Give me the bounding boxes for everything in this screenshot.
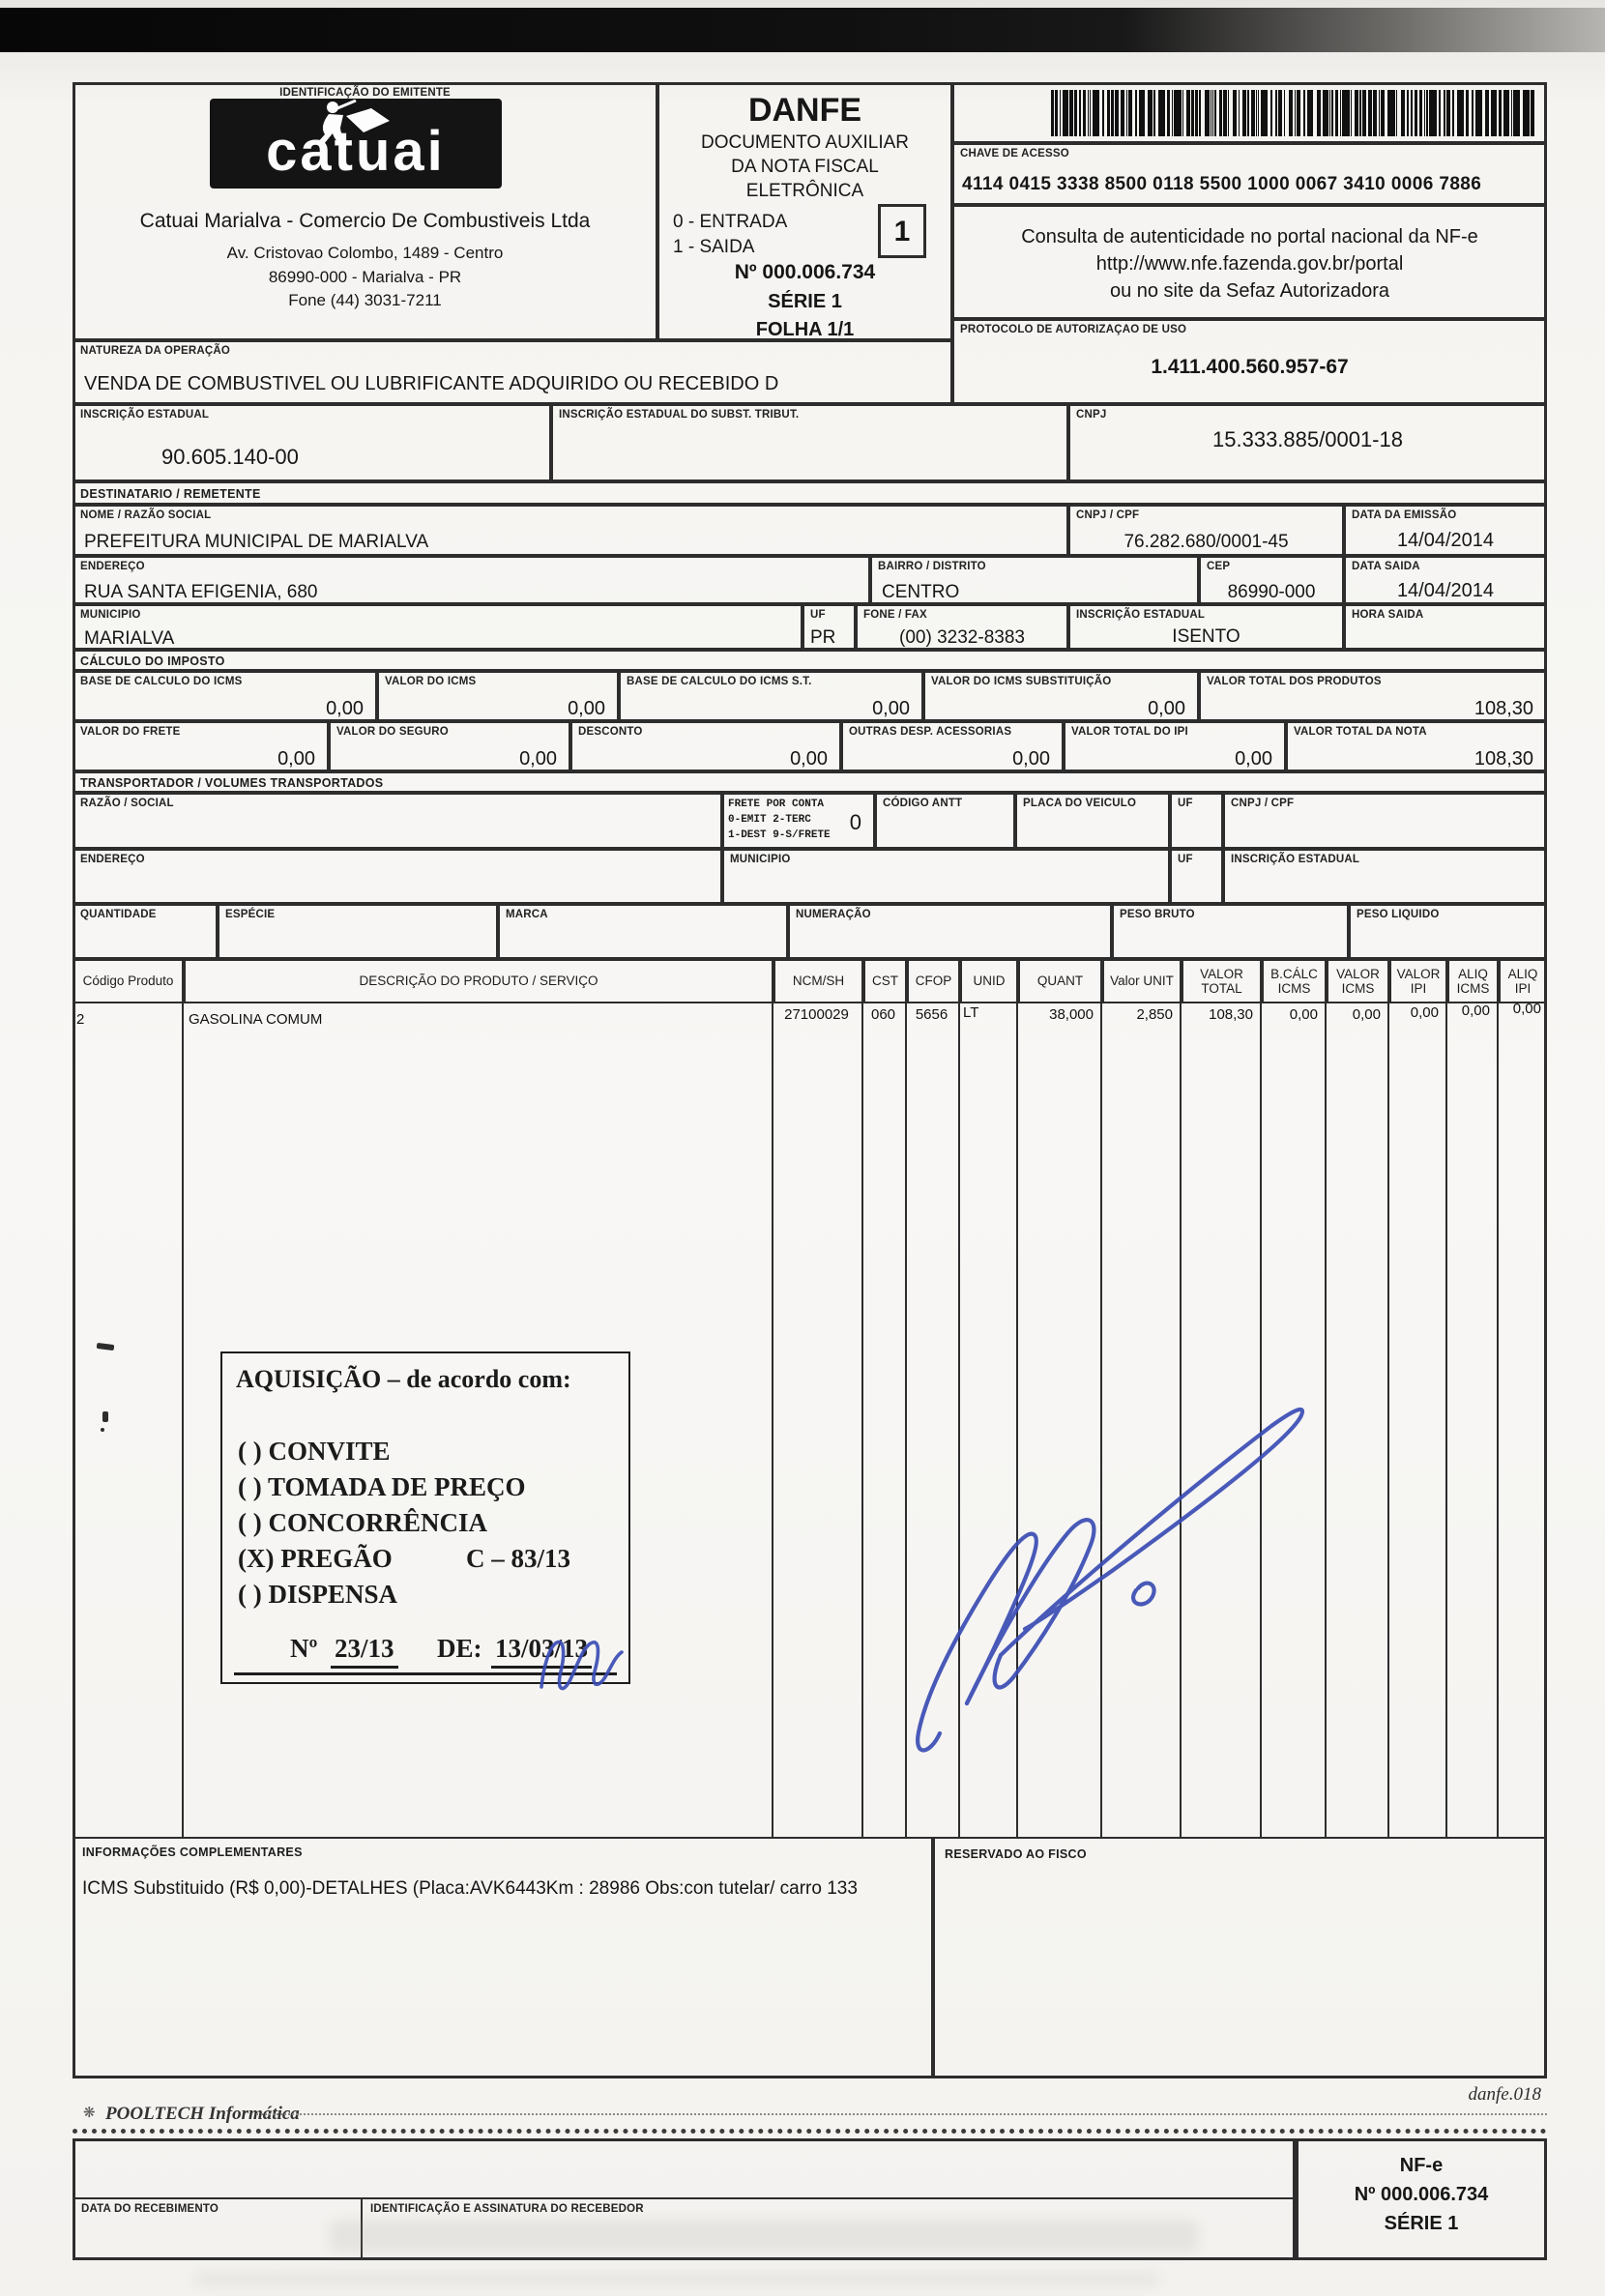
- item-codigo: 2: [76, 1011, 85, 1028]
- inscricao-estadual-box: [73, 404, 551, 481]
- emitente-box: [73, 82, 657, 340]
- info-complementares-label: INFORMAÇÕES COMPLEMENTARES: [82, 1846, 303, 1859]
- stamp-numero-value: 23/13: [331, 1634, 398, 1669]
- item-valor-icms: 0,00: [1352, 1006, 1381, 1023]
- barcode: [1051, 90, 1534, 136]
- stamp-numero-label: Nº: [290, 1634, 318, 1663]
- reservado-fisco-label: RESERVADO AO FISCO: [945, 1847, 1087, 1861]
- imposto-valor-icms: [377, 671, 619, 721]
- transp-municipio-label: MUNICIPIO: [730, 854, 791, 865]
- emitente-logo: [210, 99, 502, 189]
- col-header-vicms: VALOR ICMS: [1327, 959, 1389, 1003]
- transp-endereco-box: [73, 849, 722, 904]
- imposto-frete-label: VALOR DO FRETE: [80, 726, 181, 738]
- imposto-seguro: [329, 721, 570, 771]
- col-header-cfop: CFOP: [907, 959, 960, 1003]
- transp-frete-box: [722, 793, 875, 849]
- transp-quantidade-label: QUANTIDADE: [80, 909, 157, 920]
- transp-razao-label: RAZÃO / SOCIAL: [80, 798, 174, 809]
- danfe-folha: FOLHA 1/1: [755, 319, 855, 340]
- dest-ie-box: [1068, 604, 1344, 650]
- protocolo-value: 1.411.400.560.957-67: [1151, 356, 1349, 378]
- danfe-document: [73, 82, 1547, 2078]
- danfe-title: DANFE: [747, 92, 862, 129]
- dest-cep-label: CEP: [1207, 561, 1231, 572]
- danfe-serie: SÉRIE 1: [768, 291, 842, 312]
- transp-uf-box: [1170, 793, 1223, 849]
- chave-label: CHAVE DE ACESSO: [960, 148, 1069, 160]
- table-column-line: [1100, 1003, 1102, 1837]
- stamp-option-convite: ( ) CONVITE: [238, 1437, 391, 1466]
- dest-saida-value: 14/04/2014: [1396, 580, 1495, 601]
- item-aliq-ipi: 0,00: [1512, 1001, 1541, 1017]
- transp-uf-label: UF: [1178, 798, 1193, 809]
- transp-endereco-label: ENDEREÇO: [80, 854, 145, 865]
- dest-hora-box: [1344, 604, 1547, 650]
- transportador-section-title: TRANSPORTADOR / VOLUMES TRANSPORTADOS: [80, 776, 384, 790]
- consulta-line-1: Consulta de autenticidade no portal nacional da NF-e: [1021, 226, 1478, 247]
- transp-ie-label: INSCRIÇÃO ESTADUAL: [1231, 854, 1360, 865]
- transp-antt-label: CÓDIGO ANTT: [883, 798, 963, 809]
- dest-nome-value: PREFEITURA MUNICIPAL DE MARIALVA: [84, 532, 429, 552]
- chave-value: 4114 0415 3338 8500 0118 5500 1000 0067 3410 0006 7886: [962, 174, 1482, 194]
- transp-cnpj-box: [1223, 793, 1547, 849]
- dest-emissao-box: [1344, 505, 1547, 556]
- dest-fone-value: (00) 3232-8383: [899, 627, 1025, 648]
- transportador-strip: [73, 771, 1547, 793]
- table-column-line: [1260, 1003, 1262, 1837]
- scan-smudge: [329, 2220, 1199, 2252]
- dest-nome-box: [73, 505, 1068, 556]
- col-header-ncm: NCM/SH: [773, 959, 863, 1003]
- stamp-option-tomada: ( ) TOMADA DE PREÇO: [238, 1472, 526, 1501]
- transp-especie-box: [218, 904, 498, 959]
- inscricao-estadual-label: INSCRIÇÃO ESTADUAL: [80, 409, 210, 421]
- transp-razao-box: [73, 793, 722, 849]
- transp-peso-bruto-label: PESO BRUTO: [1120, 909, 1195, 920]
- dest-municipio-label: MUNICIPIO: [80, 609, 141, 621]
- danfe-entrada: 0 - ENTRADA: [673, 212, 788, 232]
- item-vunit: 2,850: [1136, 1006, 1173, 1023]
- imposto-outras-label: OUTRAS DESP. ACESSORIAS: [849, 726, 1012, 738]
- dest-ie-value: ISENTO: [1172, 626, 1240, 647]
- danfe-numero: Nº 000.006.734: [734, 261, 876, 283]
- table-column-line: [861, 1003, 863, 1837]
- dest-ie-label: INSCRIÇÃO ESTADUAL: [1076, 609, 1206, 621]
- natureza-label: NATUREZA DA OPERAÇÃO: [80, 345, 230, 357]
- dest-cnpj-label: CNPJ / CPF: [1076, 509, 1140, 521]
- imposto-desconto-label: DESCONTO: [578, 726, 643, 738]
- transp-numeracao-label: NUMERAÇÃO: [796, 909, 871, 920]
- table-column-line: [1325, 1003, 1327, 1837]
- dest-cep-box: [1199, 556, 1344, 604]
- imposto-total-ipi-label: VALOR TOTAL DO IPI: [1071, 726, 1188, 738]
- col-header-descricao: DESCRIÇÃO DO PRODUTO / SERVIÇO: [184, 959, 773, 1003]
- col-header-aliq-ipi: ALIQ IPI: [1499, 959, 1547, 1003]
- transp-frete-line3: 1-DEST 9-S/FRETE: [728, 829, 831, 841]
- transp-peso-bruto-box: [1112, 904, 1349, 959]
- transp-uf2-label: UF: [1178, 854, 1193, 865]
- dest-uf-value: PR: [810, 627, 836, 648]
- table-column-line: [1016, 1003, 1018, 1837]
- imposto-base-icms: [73, 671, 377, 721]
- col-header-codigo: Código Produto: [73, 959, 184, 1003]
- item-ncm: 27100029: [784, 1006, 849, 1023]
- cnpj-value: 15.333.885/0001-18: [1212, 427, 1403, 451]
- transp-placa-box: [1015, 793, 1170, 849]
- dest-bairro-label: BAIRRO / DISTRITO: [878, 561, 986, 572]
- dest-bairro-box: [870, 556, 1199, 604]
- table-column-line: [772, 1003, 773, 1837]
- dest-nome-label: NOME / RAZÃO SOCIAL: [80, 509, 212, 521]
- dest-saida-box: [1344, 556, 1547, 604]
- stub-nfe: NF-e: [1399, 2155, 1444, 2176]
- transp-marca-box: [498, 904, 788, 959]
- imposto-strip: [73, 650, 1547, 671]
- cut-line-upper: [256, 2113, 1547, 2115]
- stamp-de-label: DE:: [437, 1634, 482, 1663]
- transp-municipio-box: [722, 849, 1170, 904]
- stub-divider: [75, 2197, 1293, 2199]
- imposto-desconto-value: 0,00: [790, 748, 828, 770]
- col-header-vtotal: VALOR TOTAL: [1182, 959, 1262, 1003]
- scan-smudge: [193, 2274, 1160, 2285]
- dest-fone-label: FONE / FAX: [863, 609, 927, 621]
- destinatario-strip: [73, 481, 1547, 505]
- destinatario-section-title: DESTINATARIO / REMETENTE: [80, 487, 261, 501]
- transp-antt-box: [875, 793, 1015, 849]
- danfe-subtitle-1: DOCUMENTO AUXILIAR: [700, 132, 910, 153]
- col-header-vipi: VALOR IPI: [1389, 959, 1447, 1003]
- cnpj-label: CNPJ: [1076, 409, 1107, 421]
- emitente-name: Catuai Marialva - Comercio De Combustiveis Ltda: [139, 210, 591, 232]
- stamp-option-pregao: (X) PREGÃO: [238, 1544, 393, 1573]
- protocolo-label: PROTOCOLO DE AUTORIZAÇAO DE USO: [960, 324, 1187, 335]
- emitente-address-3: Fone (44) 3031-7211: [288, 291, 442, 309]
- scan-edge-bar: [0, 8, 1605, 52]
- transp-marca-label: MARCA: [506, 909, 548, 920]
- danfe-panel: [657, 82, 952, 340]
- danfe-tipo-box: [878, 204, 926, 258]
- stamp-signature-rule: [234, 1672, 617, 1675]
- stub-data-label: DATA DO RECEBIMENTO: [81, 2203, 219, 2215]
- inscricao-estadual-value: 90.605.140-00: [161, 445, 299, 469]
- dest-cep-value: 86990-000: [1227, 582, 1316, 602]
- emitente-address-1: Av. Cristovao Colombo, 1489 - Centro: [226, 244, 504, 262]
- imposto-desconto: [570, 721, 841, 771]
- dest-fone-box: [856, 604, 1068, 650]
- imposto-seguro-label: VALOR DO SEGURO: [336, 726, 449, 738]
- imposto-icms-subst-value: 0,00: [1148, 698, 1185, 719]
- stamp-option-dispensa: ( ) DISPENSA: [238, 1580, 398, 1609]
- item-bcalc-icms: 0,00: [1289, 1006, 1318, 1023]
- imposto-base-icms-st: [619, 671, 923, 721]
- transp-frete-line2: 0-EMIT 2-TERC: [728, 814, 811, 826]
- dest-municipio-value: MARIALVA: [84, 628, 175, 649]
- table-column-line: [1497, 1003, 1499, 1837]
- transp-cnpj-label: CNPJ / CPF: [1231, 798, 1295, 809]
- chave-box: [952, 143, 1547, 205]
- transp-quantidade-box: [73, 904, 218, 959]
- natureza-value: VENDA DE COMBUSTIVEL OU LUBRIFICANTE ADQUIRIDO OU RECEBIDO D: [84, 373, 779, 394]
- dest-uf-label: UF: [810, 609, 826, 621]
- danfe-subtitle-2: DA NOTA FISCAL: [731, 157, 879, 177]
- consulta-line-3: ou no site da Sefaz Autorizadora: [1109, 280, 1390, 302]
- stamp-de-value: 13/03/13: [491, 1634, 592, 1669]
- stub-assinatura-label: IDENTIFICAÇÃO E ASSINATURA DO RECEBEDOR: [370, 2203, 644, 2215]
- protocolo-box: [952, 319, 1547, 404]
- item-quant: 38,000: [1049, 1006, 1094, 1023]
- emitente-box-label: IDENTIFICAÇÃO DO EMITENTE: [279, 87, 451, 99]
- col-header-cst: CST: [863, 959, 907, 1003]
- table-column-line: [1180, 1003, 1182, 1837]
- imposto-outras: [841, 721, 1064, 771]
- table-column-line: [182, 1003, 184, 1837]
- imposto-base-icms-st-label: BASE DE CALCULO DO ICMS S.T.: [627, 676, 812, 687]
- dest-cnpj-value: 76.282.680/0001-45: [1124, 532, 1289, 552]
- consulta-box: [952, 205, 1547, 319]
- barcode-box: [952, 82, 1547, 143]
- transp-especie-label: ESPÉCIE: [225, 909, 276, 920]
- imposto-total-ipi: [1064, 721, 1286, 771]
- imposto-total-produtos: [1199, 671, 1547, 721]
- inscricao-subst-box: [551, 404, 1068, 481]
- item-cst: 060: [870, 1006, 896, 1023]
- item-cfop: 5656: [915, 1006, 948, 1023]
- col-header-unid: UNID: [960, 959, 1018, 1003]
- imposto-total-nota: [1286, 721, 1547, 771]
- table-column-line: [1387, 1003, 1389, 1837]
- footer-ref: danfe.018: [1468, 2084, 1541, 2105]
- dest-municipio-box: [73, 604, 802, 650]
- footer-producer-row: [83, 2104, 300, 2129]
- danfe-tipo-value: 1: [893, 216, 911, 247]
- imposto-seguro-value: 0,00: [519, 748, 557, 770]
- dest-emissao-label: DATA DA EMISSÃO: [1352, 509, 1457, 521]
- transp-frete-value: 0: [849, 810, 861, 834]
- natureza-box: [73, 340, 952, 404]
- imposto-outras-value: 0,00: [1012, 748, 1050, 770]
- cnpj-box: [1068, 404, 1547, 481]
- imposto-total-produtos-value: 108,30: [1474, 698, 1533, 719]
- imposto-total-ipi-value: 0,00: [1235, 748, 1272, 770]
- cut-line: [73, 2129, 1547, 2134]
- inscricao-subst-label: INSCRIÇÃO ESTADUAL DO SUBST. TRIBUT.: [559, 409, 800, 421]
- stub-numero: Nº 000.006.734: [1354, 2184, 1489, 2205]
- danfe-saida: 1 - SAIDA: [673, 237, 755, 257]
- aquisicao-stamp: [220, 1351, 630, 1684]
- stub-nfe-box: [1296, 2138, 1547, 2260]
- imposto-total-produtos-label: VALOR TOTAL DOS PRODUTOS: [1207, 676, 1382, 687]
- imposto-icms-subst: [923, 671, 1199, 721]
- table-column-line: [958, 1003, 960, 1837]
- dest-endereco-box: [73, 556, 870, 604]
- imposto-base-icms-value: 0,00: [326, 698, 364, 719]
- item-valor-ipi: 0,00: [1410, 1004, 1439, 1021]
- transp-placa-label: PLACA DO VEICULO: [1023, 798, 1137, 809]
- imposto-total-nota-value: 108,30: [1474, 748, 1533, 770]
- item-aliq-icms: 0,00: [1461, 1003, 1490, 1019]
- imposto-section-title: CÁLCULO DO IMPOSTO: [80, 654, 225, 668]
- info-complementares-box: [73, 1837, 933, 2078]
- col-header-vunit: Valor UNIT: [1102, 959, 1182, 1003]
- dest-endereco-value: RUA SANTA EFIGENIA, 680: [84, 582, 318, 602]
- danfe-subtitle-3: ELETRÔNICA: [745, 181, 864, 201]
- dest-cnpj-box: [1068, 505, 1344, 556]
- transp-ie-box: [1223, 849, 1547, 904]
- emitente-logo-text: catuai: [266, 120, 446, 183]
- imposto-total-nota-label: VALOR TOTAL DA NOTA: [1294, 726, 1427, 738]
- item-unid: LT: [963, 1004, 979, 1021]
- imposto-base-icms-st-value: 0,00: [872, 698, 910, 719]
- stub-serie: SÉRIE 1: [1384, 2213, 1459, 2234]
- imposto-icms-subst-label: VALOR DO ICMS SUBSTITUIÇÃO: [931, 676, 1112, 687]
- stamp-title: AQUISIÇÃO – de acordo com:: [236, 1365, 571, 1393]
- consulta-line-2: http://www.nfe.fazenda.gov.br/portal: [1095, 253, 1404, 275]
- col-header-bcalc: B.CÁLC ICMS: [1262, 959, 1327, 1003]
- stamp-option-pregao-ref: C – 83/13: [466, 1544, 570, 1573]
- item-descricao: GASOLINA COMUM: [189, 1011, 323, 1028]
- imposto-valor-icms-label: VALOR DO ICMS: [385, 676, 477, 687]
- table-column-line: [1445, 1003, 1447, 1837]
- dest-endereco-label: ENDEREÇO: [80, 561, 145, 572]
- col-header-aliq-icms: ALIQ ICMS: [1447, 959, 1499, 1003]
- dest-emissao-value: 14/04/2014: [1396, 530, 1495, 551]
- col-header-quant: QUANT: [1018, 959, 1102, 1003]
- stamp-option-concorrencia: ( ) CONCORRÊNCIA: [238, 1508, 487, 1537]
- transp-numeracao-box: [788, 904, 1112, 959]
- footer-producer: POOLTECH Informática: [105, 2104, 300, 2124]
- imposto-frete-value: 0,00: [277, 748, 315, 770]
- dest-saida-label: DATA SAIDA: [1352, 561, 1420, 572]
- imposto-frete: [73, 721, 329, 771]
- transp-peso-liquido-box: [1349, 904, 1547, 959]
- transp-uf2-box: [1170, 849, 1223, 904]
- imposto-valor-icms-value: 0,00: [568, 698, 605, 719]
- table-column-line: [905, 1003, 907, 1837]
- transp-frete-line1: FRETE POR CONTA: [728, 799, 825, 810]
- item-vtotal: 108,30: [1209, 1006, 1253, 1023]
- dest-hora-label: HORA SAIDA: [1352, 609, 1424, 621]
- transp-peso-liquido-label: PESO LIQUIDO: [1357, 909, 1440, 920]
- pooltech-logo-icon: ❋: [83, 2105, 96, 2121]
- dest-uf-box: [802, 604, 856, 650]
- emitente-address-2: 86990-000 - Marialva - PR: [268, 268, 462, 286]
- reservado-fisco-box: [933, 1837, 1547, 2078]
- info-complementares-text: ICMS Substituido (R$ 0,00)-DETALHES (Placa:AVK6443Km : 28986 Obs:con tutelar/ carro 133: [82, 1878, 858, 1899]
- dest-bairro-value: CENTRO: [882, 582, 960, 602]
- imposto-base-icms-label: BASE DE CALCULO DO ICMS: [80, 676, 243, 687]
